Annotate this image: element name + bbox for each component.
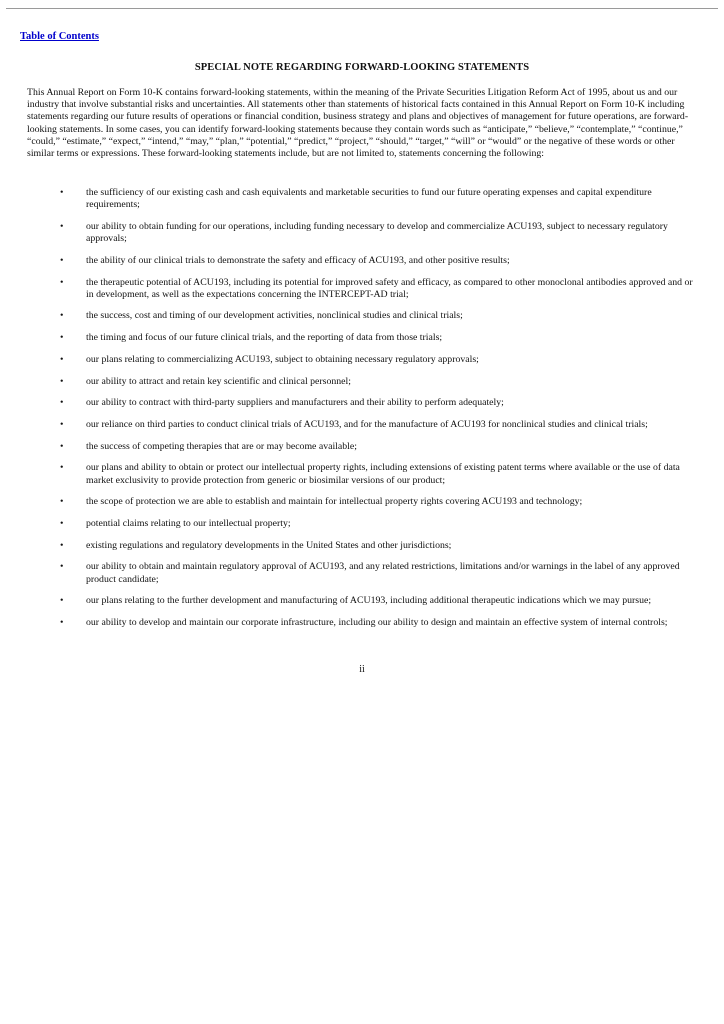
- list-item-text: the timing and focus of our future clinical trials, and the reporting of data from those trials;: [86, 332, 443, 344]
- list-item-text: existing regulations and regulatory developments in the United States and other jurisdictions;: [86, 539, 452, 551]
- list-item: [0, 397, 724, 409]
- bullet-icon: •: [60, 517, 64, 529]
- list-item-text: potential claims relating to our intellectual property;: [86, 517, 291, 529]
- list-item: [0, 518, 724, 530]
- list-item: [0, 221, 724, 245]
- list-item-text: our ability to obtain funding for our operations, including funding necessary to develop and commercialize ACU193, subject to necessary regulatory approvals;: [86, 220, 668, 245]
- list-item-text: our plans relating to the further development and manufacturing of ACU193, including additional therapeutic indications which we may pursue;: [86, 595, 652, 607]
- bullet-icon: •: [60, 462, 64, 474]
- list-item: [0, 462, 724, 486]
- list-item: [0, 617, 724, 629]
- list-item: [0, 496, 724, 508]
- page-number: ii: [359, 664, 365, 675]
- list-item-text: our plans and ability to obtain or protect our intellectual property rights, including extensions of existing patent terms where available or the use of data market exclusivity to provide protection from generic or biosimilar versions of our product;: [86, 462, 680, 486]
- list-item: [0, 441, 724, 453]
- bullet-icon: •: [60, 440, 64, 452]
- list-item: [0, 354, 724, 366]
- bullet-icon: •: [60, 276, 64, 288]
- bullet-icon: •: [60, 375, 64, 387]
- list-item-text: our reliance on third parties to conduct clinical trials of ACU193, and for the manufacture of ACU193 for nonclinical studies and clinical trials;: [86, 418, 648, 430]
- list-item-text: our ability to contract with third-party suppliers and manufacturers and their ability to perform adequately;: [86, 397, 504, 409]
- list-item-text: the success of competing therapies that are or may become available;: [86, 440, 357, 452]
- bullet-icon: •: [60, 397, 64, 409]
- bullet-icon: •: [60, 187, 64, 198]
- bullet-icon: •: [60, 539, 64, 551]
- bullet-icon: •: [60, 496, 64, 508]
- list-item: [0, 332, 724, 344]
- table-of-contents-link[interactable]: Table of Contents: [20, 31, 99, 42]
- section-heading: SPECIAL NOTE REGARDING FORWARD-LOOKING STATEMENTS: [194, 62, 530, 73]
- list-item-text: the ability of our clinical trials to demonstrate the safety and efficacy of ACU193, and other positive results;: [86, 254, 510, 266]
- list-item: [0, 540, 724, 552]
- bullet-icon: •: [60, 561, 64, 573]
- bullet-icon: •: [60, 616, 64, 628]
- list-item-text: our ability to attract and retain key scientific and clinical personnel;: [86, 375, 351, 387]
- bullet-icon: •: [60, 595, 64, 607]
- bullet-icon: •: [60, 220, 64, 232]
- list-item-text: our plans relating to commercializing ACU193, subject to obtaining necessary regulatory approvals;: [86, 353, 479, 365]
- list-item: [0, 255, 724, 267]
- list-item-text: the sufficiency of our existing cash and cash equivalents and marketable securities to fund our future operating expenses and capital expenditure requirements;: [86, 187, 652, 211]
- list-item: [0, 310, 724, 322]
- bullet-icon: •: [60, 418, 64, 430]
- list-item: [0, 561, 724, 585]
- list-item: [0, 277, 724, 301]
- list-item: [0, 376, 724, 388]
- list-item: [0, 595, 724, 607]
- intro-paragraph: This Annual Report on Form 10-K contains forward-looking statements, within the meaning of the Private Securities Litigation Reform Act of 1995, about us and our industry that involve substantial risks and uncertainties. All statements other than statements of historical facts contained in this Annual Report on Form 10-K including statements regarding our future results of operations or financial condition, business strategy and plans and objectives of management for future operations, are forward-looking statements. In some cases, you can identify forward-looking statements because they contain words such as “anticipate,” “believe,” “contemplate,” “continue,” “could,” “estimate,” “expect,” “intend,” “may,” “plan,” “potential,” “predict,” “project,” “should,” “target,” “will” or “would” or the negative of these words or other similar terms or expressions. These forward-looking statements include, but are not limited to, statements concerning the following:: [27, 87, 689, 160]
- bullet-icon: •: [60, 353, 64, 365]
- bullet-icon: •: [60, 254, 64, 266]
- top-divider: [6, 8, 718, 9]
- list-item: [0, 187, 724, 211]
- bullet-icon: •: [60, 332, 64, 344]
- bullet-icon: •: [60, 310, 64, 322]
- list-item: [0, 419, 724, 431]
- forward-looking-list: [0, 187, 724, 639]
- list-item-text: the scope of protection we are able to establish and maintain for intellectual property rights covering ACU193 and technology;: [86, 496, 583, 508]
- list-item-text: the success, cost and timing of our development activities, nonclinical studies and clinical trials;: [86, 310, 463, 322]
- list-item-text: our ability to obtain and maintain regulatory approval of ACU193, and any related restrictions, limitations and/or warnings in the label of any approved product candidate;: [86, 561, 680, 585]
- list-item-text: our ability to develop and maintain our corporate infrastructure, including our ability to design and maintain an effective system of internal controls;: [86, 616, 668, 628]
- list-item-text: the therapeutic potential of ACU193, including its potential for improved safety and efficacy, as compared to other monoclonal antibodies approved and or in development, as well as the expectations concerning the INTERCEPT-AD trial;: [86, 276, 693, 300]
